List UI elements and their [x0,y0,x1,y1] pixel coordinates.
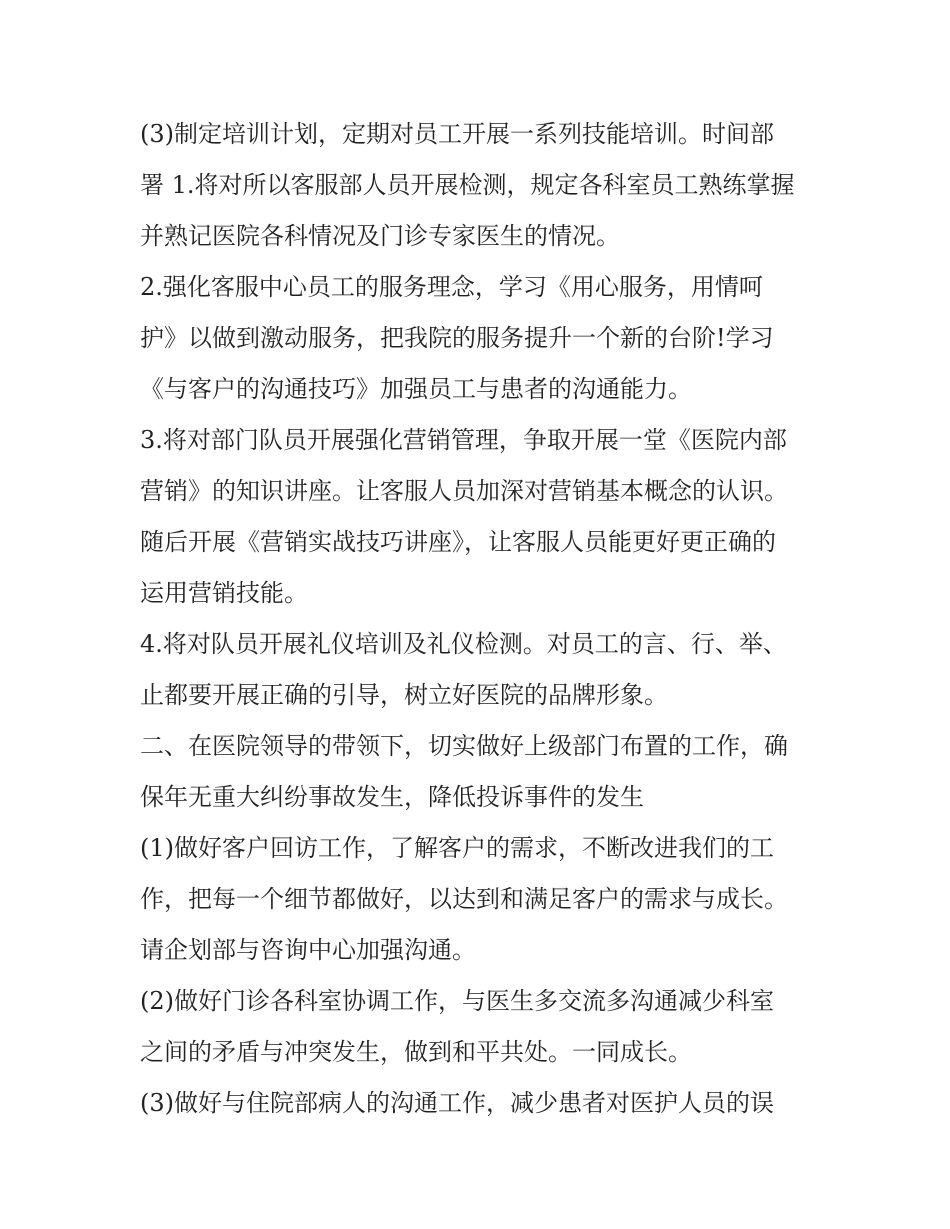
text-line: 止都要开展正确的引导，树立好医院的品牌形象。 [140,681,668,709]
text-line: 署 1.将对所以客服部人员开展检测，规定各科室员工熟练掌握 [140,171,795,199]
text-line: 3.将对部门队员开展强化营销管理，争取开展一堂《医院内部 [140,426,787,454]
text-line: 作，把每一个细节都做好，以达到和满足客户的需求与成长。 [140,885,788,913]
text-line: 护》以做到激动服务，把我院的服务提升一个新的台阶!学习 [140,324,774,352]
text-line: 之间的矛盾与冲突发生，做到和平共处。一同成长。 [140,1038,692,1066]
text-line: 《与客户的沟通技巧》加强员工与患者的沟通能力。 [140,375,692,403]
text-line: 随后开展《营销实战技巧讲座》，让客服人员能更好更正确的 [140,528,776,556]
text-line: 并熟记医院各科情况及门诊专家医生的情况。 [140,222,620,250]
text-line: 请企划部与咨询中心加强沟通。 [140,936,476,964]
text-line: (3)制定培训计划，定期对员工开展一系列技能培训。时间部 [140,120,774,148]
text-line: 营销》的知识讲座。让客服人员加深对营销基本概念的认识。 [140,477,788,505]
text-line: 运用营销技能。 [140,579,308,607]
text-line: 2.强化客服中心员工的服务理念，学习《用心服务，用情呵 [140,273,763,301]
text-line: (3)做好与住院部病人的沟通工作，减少患者对医护人员的误 [140,1089,774,1117]
text-line: 保年无重大纠纷事故发生，降低投诉事件的发生 [140,783,644,811]
text-line: 4.将对队员开展礼仪培训及礼仪检测。对员工的言、行、举、 [140,630,787,658]
text-line: 二、在医院领导的带领下，切实做好上级部门布置的工作，确 [140,732,788,760]
text-line: (2)做好门诊各科室协调工作，与医生多交流多沟通减少科室 [140,987,774,1015]
document-body [140,109,820,1129]
text-line: (1)做好客户回访工作，了解客户的需求，不断改进我们的工 [140,834,774,862]
